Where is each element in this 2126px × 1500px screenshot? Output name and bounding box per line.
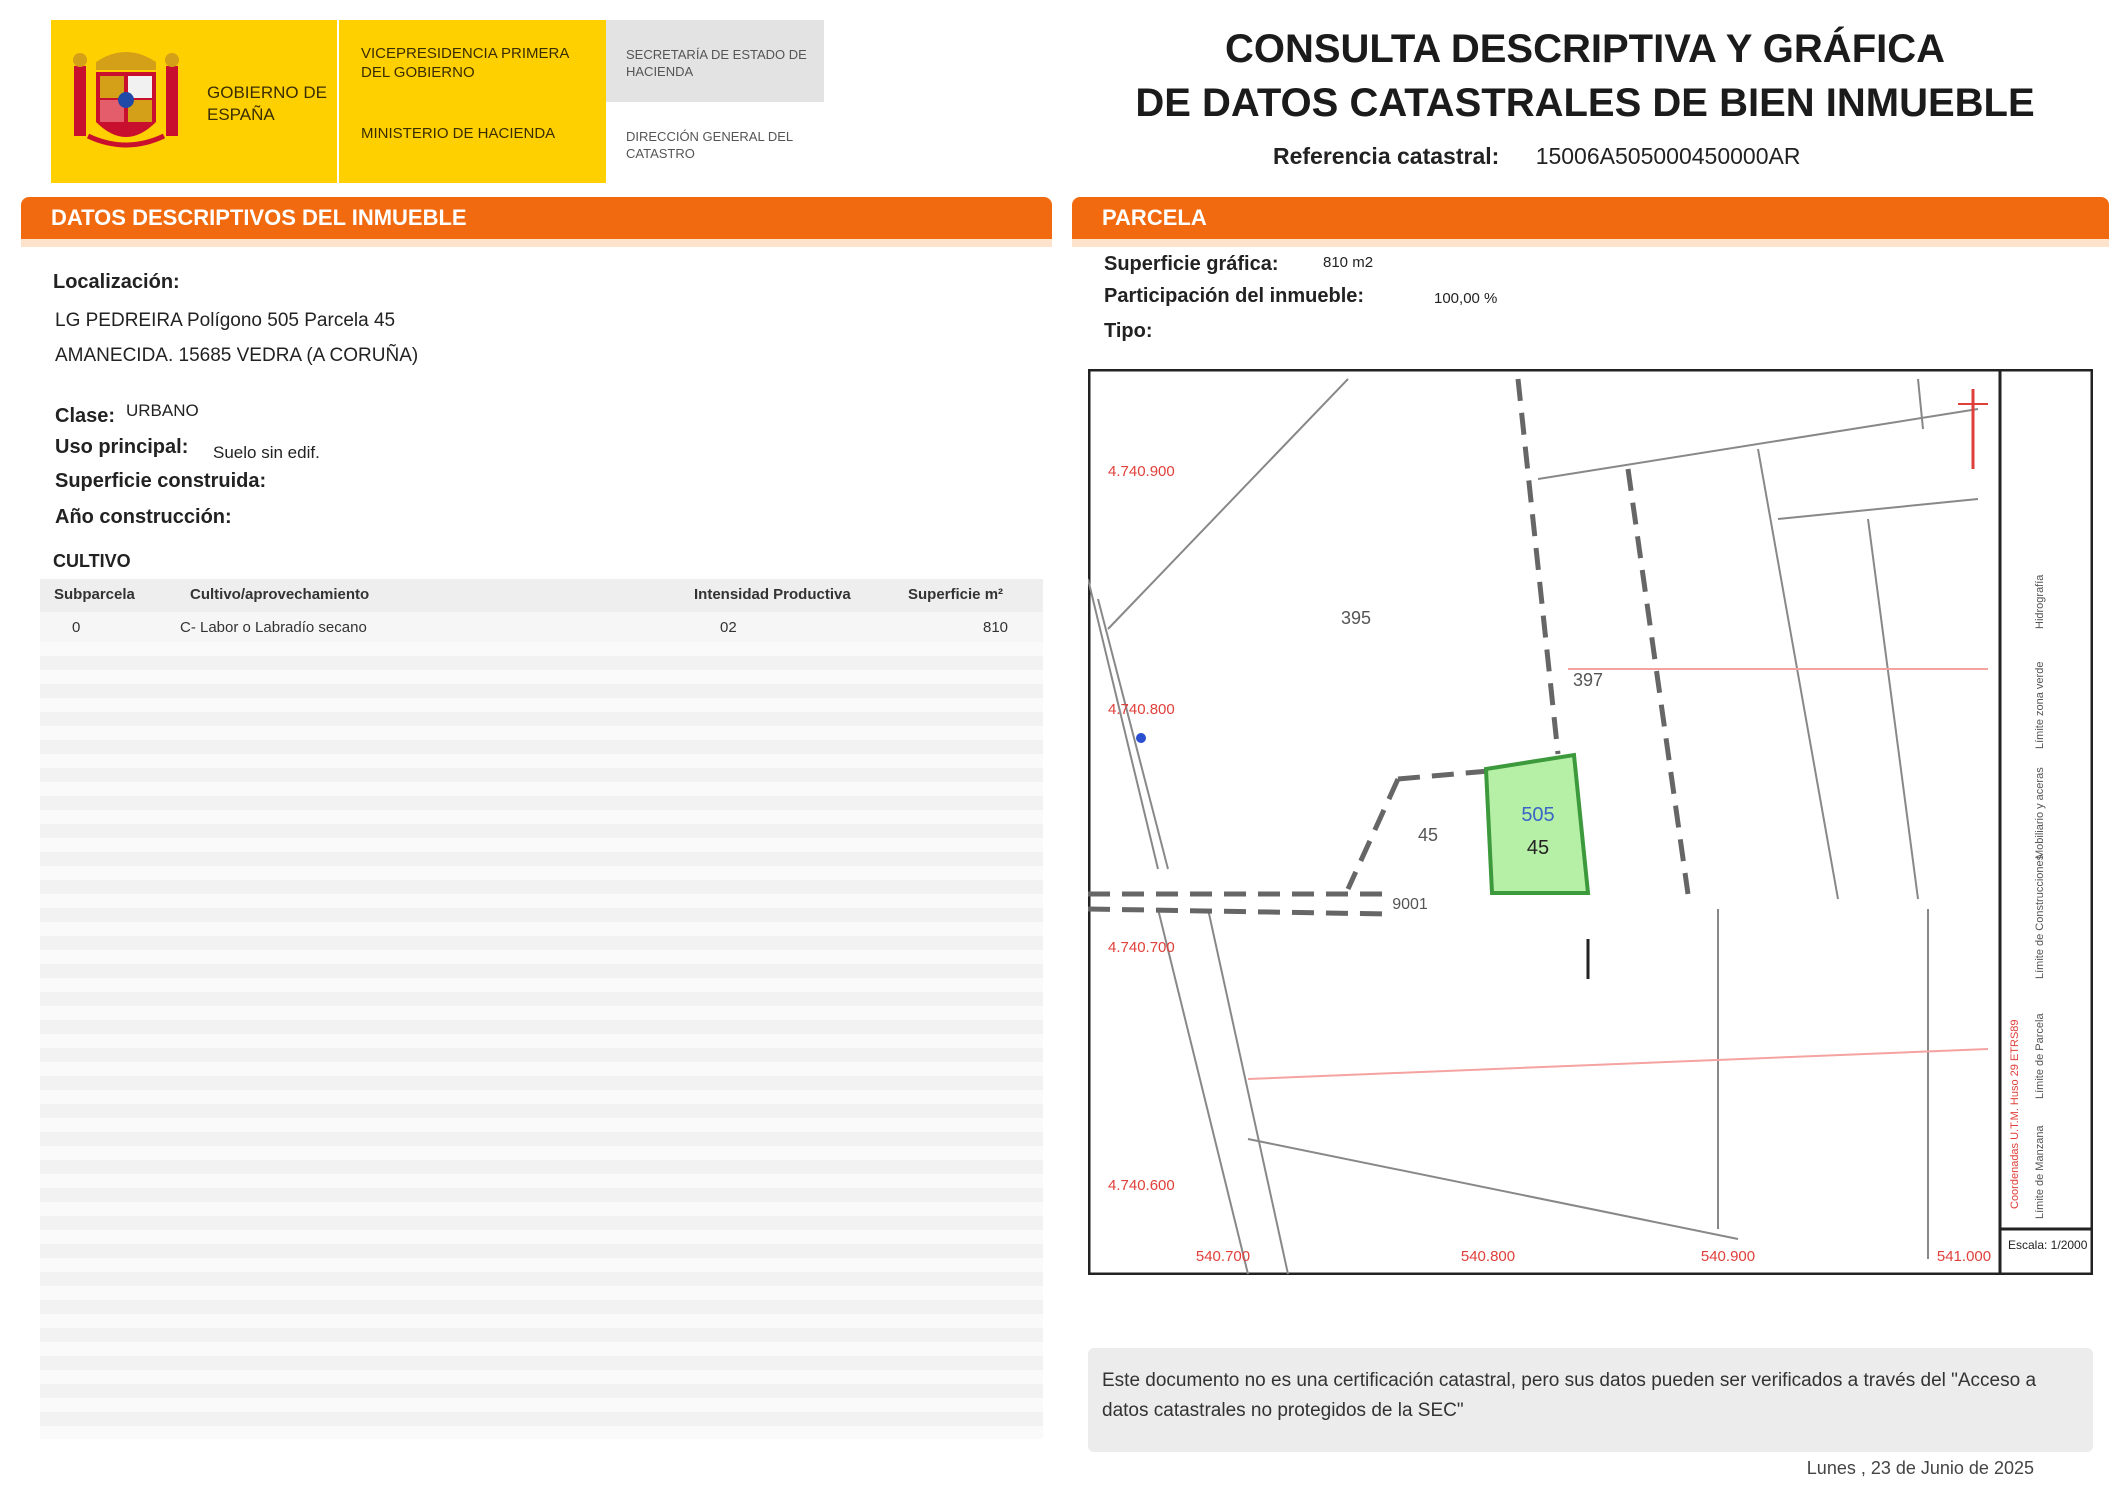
- vicepresidencia-label: VICEPRESIDENCIA PRIMERA DEL GOBIERNO: [361, 45, 569, 81]
- participacion-value: 100,00 %: [1434, 290, 1498, 307]
- ref-value: 15006A505000450000AR: [1535, 143, 1801, 169]
- direccion-label: DIRECCIÓN GENERAL DEL CATASTRO: [626, 129, 793, 161]
- uso-label: Uso principal:: [55, 436, 189, 458]
- x-coord-label: 540.900: [1700, 1248, 1756, 1265]
- cultivo-table: [40, 579, 1043, 1439]
- localizacion-line-2: AMANECIDA. 15685 VEDRA (A CORUÑA): [55, 345, 419, 366]
- col-subparcela: Subparcela: [54, 586, 135, 603]
- highlight-parcel-code: 505: [1521, 804, 1555, 826]
- clase-label: Clase:: [55, 405, 116, 427]
- col-cultivo: Cultivo/aprovechamiento: [190, 586, 370, 603]
- superficie-construida-label: Superficie construida:: [55, 470, 267, 492]
- superficie-grafica-value: 810 m2: [1323, 254, 1374, 271]
- scale-label: Escala: 1/2000: [2008, 1238, 2088, 1252]
- ano-construccion-label: Año construcción:: [55, 506, 232, 528]
- legend-item: Límite de Manzana: [2034, 1125, 2046, 1219]
- legend-item: Límite de Construcciones: [2034, 854, 2046, 979]
- legend-item: Límite zona verde: [2034, 661, 2046, 749]
- table-empty-rows: [40, 642, 1043, 1439]
- table-header: [40, 579, 1043, 612]
- cadastral-map-svg[interactable]: [1088, 369, 2093, 1275]
- ref-label: Referencia catastral:: [1273, 143, 1500, 169]
- referencia-catastral: [1273, 143, 1800, 170]
- section-header-datos: DATOS DESCRIPTIVOS DEL INMUEBLE: [21, 197, 1052, 239]
- localizacion-label: Localización:: [53, 271, 180, 293]
- legend-item: Hidrografía: [2034, 574, 2046, 629]
- tipo-label: Tipo:: [1104, 320, 1153, 342]
- document-date: Lunes , 23 de Junio de 2025: [1806, 1458, 2034, 1478]
- cell-intensidad: 02: [720, 619, 737, 636]
- title-line-2: DE DATOS CATASTRALES DE BIEN INMUEBLE: [1135, 81, 2035, 125]
- parcel-label-45: 45: [1417, 825, 1439, 845]
- uso-value: Suelo sin edif.: [213, 443, 320, 462]
- x-coord-label: 540.700: [1195, 1248, 1251, 1265]
- table-row: [40, 612, 1043, 642]
- secretaria-label: SECRETARÍA DE ESTADO DE HACIENDA: [626, 47, 807, 79]
- title-line-1: CONSULTA DESCRIPTIVA Y GRÁFICA: [1224, 27, 1946, 71]
- reference-point-icon: [1136, 733, 1146, 743]
- clase-value: URBANO: [126, 401, 199, 420]
- parcel-label-397: 397: [1572, 670, 1604, 690]
- cell-superficie: 810: [983, 619, 1009, 636]
- parcel-map[interactable]: [1088, 369, 2093, 1275]
- section-header-parcela: PARCELA: [1072, 197, 2109, 239]
- parcel-label-395: 395: [1340, 608, 1372, 628]
- col-intensidad: Intensidad Productiva: [694, 586, 851, 603]
- coordinate-system-note: Coordenadas U.T.M. Huso 29 ETRS89: [2009, 1019, 2021, 1209]
- y-coord-label: 4.740.900: [1108, 463, 1175, 480]
- parcel-label-9001: 9001: [1392, 896, 1428, 913]
- cultivo-label: CULTIVO: [53, 551, 131, 571]
- x-coord-label: 541.000: [1936, 1248, 1992, 1265]
- localizacion-line-1: LG PEDREIRA Polígono 505 Parcela 45: [55, 310, 396, 331]
- x-coord-label: 540.800: [1460, 1248, 1516, 1265]
- page-title: [1120, 22, 2050, 130]
- gov-label: GOBIERNO DE ESPAÑA: [207, 83, 327, 124]
- col-superficie: Superficie m²: [908, 586, 1004, 603]
- logo-divider: [337, 20, 339, 183]
- cell-subparcela: 0: [72, 619, 81, 636]
- y-coord-label: 4.740.600: [1108, 1177, 1175, 1194]
- cell-cultivo: C- Labor o Labradío secano: [180, 619, 367, 636]
- ministry-label: MINISTERIO DE HACIENDA: [361, 125, 556, 142]
- highlight-parcel-number: 45: [1526, 837, 1550, 859]
- legend-item: Límite de Parcela: [2034, 1013, 2046, 1099]
- coat-of-arms-icon: [66, 42, 186, 160]
- superficie-grafica-label: Superficie gráfica:: [1104, 253, 1279, 275]
- disclaimer-note: Este documento no es una certificación catastral, pero sus datos pueden ser verificados a través del "Acceso a datos catastrales no protegidos de la SEC": [1088, 1348, 2093, 1452]
- legend-item: Mobiliario y aceras: [2034, 767, 2046, 859]
- y-coord-label: 4.740.800: [1108, 701, 1175, 718]
- y-coord-label: 4.740.700: [1108, 939, 1175, 956]
- participacion-label: Participación del inmueble:: [1104, 285, 1365, 307]
